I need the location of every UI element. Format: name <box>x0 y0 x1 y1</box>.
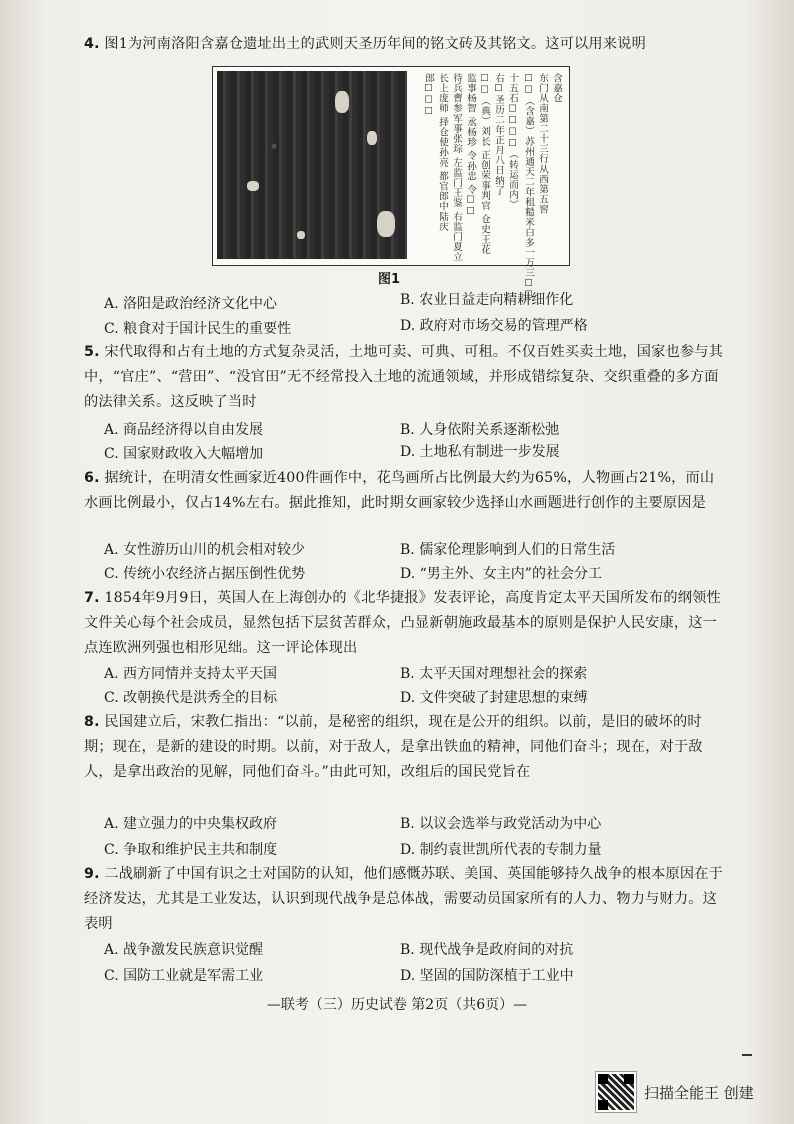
option-d[interactable]: D. 文件突破了封建思想的束缚 <box>400 690 588 706</box>
question-5 <box>84 340 724 415</box>
inscription-column: ☐☐（典）刘长 正创荣事判官 仓史王花 <box>479 73 490 255</box>
question-stem: 二战刷新了中国有识之士对国防的认知，他们感慨苏联、美国、英国能够持久战争的根本原因在于经济发达，尤其是工业发达，认识到现代战争是总体战，需要动员国家所有的人力、物力与财力。这表明 <box>84 866 724 932</box>
option-b[interactable]: B. 现代战争是政府间的对抗 <box>400 942 574 958</box>
inscription-column: 监事杨智 丞杨珍 令孙忠 令☐☐ <box>465 73 476 218</box>
question-8 <box>84 710 724 785</box>
option-b[interactable]: B. 太平天国对理想社会的探索 <box>400 666 588 682</box>
option-d[interactable]: D. 制约袁世凯所代表的专制力量 <box>400 842 602 858</box>
inscription-column: 东门从南第二十三行从西第五窖 <box>537 73 548 215</box>
question-6 <box>84 466 724 516</box>
option-d[interactable]: D. 政府对市场交易的管理严格 <box>400 318 588 334</box>
option-a[interactable]: A. 建立强力的中央集权政府 <box>104 816 278 832</box>
inscription-column: 右☐圣历二年正月八日纳了 <box>493 73 504 196</box>
question-7 <box>84 586 724 661</box>
inscription-column: ☐☐（含嘉）苏州通天二年租糙米白多一万三☐☐ <box>523 73 534 301</box>
question-number: 4. <box>84 36 100 52</box>
inscription-text <box>415 73 563 301</box>
option-a[interactable]: A. 女性游历山川的机会相对较少 <box>104 542 306 558</box>
option-d[interactable]: D. 土地私有制进一步发展 <box>400 444 560 460</box>
inscription-column: 含嘉仓 <box>551 73 562 104</box>
option-a[interactable]: A. 洛阳是政治经济文化中心 <box>104 296 278 312</box>
question-number: 6. <box>84 470 100 486</box>
scanner-watermark <box>596 1072 754 1112</box>
question-stem: 宋代取得和占有土地的方式复杂灵活，土地可卖、可典、可租。不仅百姓买卖土地，国家也参与其中，“官庄”、“营田”、“没官田”无不经常投入土地的流通领域，并形成错综复杂、交织重叠的多方面的法律关系。这反映了当时 <box>84 344 724 410</box>
question-stem: 据统计，在明清女性画家近400件画作中，花鸟画所占比例最大约为65%，人物画占21%，而山水画比例最小，仅占14%左右。据此推知，此时期女画家较少选择山水画题进行创作的主要原因是 <box>84 470 715 511</box>
option-b[interactable]: B. 农业日益走向精耕细作化 <box>400 292 574 308</box>
inscription-column: 待兵曹参军事张琮 左监门王鉴 右监门夏立 <box>451 73 462 262</box>
option-b[interactable]: B. 以议会选举与政党活动为中心 <box>400 816 602 832</box>
option-c[interactable]: C. 国防工业就是军需工业 <box>104 968 264 984</box>
inscription-column: 十五石☐☐☐☐（转运而内） <box>507 73 518 210</box>
question-stem: 1854年9月9日，英国人在上海创办的《北华捷报》发表评论，高度肯定太平天国所发布的纲领性文件关心每个社会成员，显然包括下层贫苦群众，凸显新朝施政最基本的原则是保护人民安康，这一点连欧洲列强也相形见绌。这一评论体现出 <box>84 590 721 656</box>
option-b[interactable]: B. 人身依附关系逐渐松弛 <box>400 422 560 438</box>
figure-caption: 图1 <box>378 272 401 287</box>
question-number: 8. <box>84 714 100 730</box>
inscription-brick-rubbing <box>217 71 407 259</box>
question-number: 9. <box>84 866 100 882</box>
inscription-column: 长上庞师 择仓使孙亮 都官郎中陆庆 <box>437 73 448 232</box>
option-d[interactable]: D. 坚固的国防深植于工业中 <box>400 968 574 984</box>
question-stem: 图1为河南洛阳含嘉仓遗址出土的武则天圣历年间的铭文砖及其铭文。这可以用来说明 <box>104 36 646 52</box>
question-4 <box>84 32 724 57</box>
option-b[interactable]: B. 儒家伦理影响到人们的日常生活 <box>400 542 616 558</box>
watermark-text: 扫描全能王 创建 <box>644 1083 754 1102</box>
option-c[interactable]: C. 改朝换代是洪秀全的目标 <box>104 690 278 706</box>
option-c[interactable]: C. 传统小农经济占据压倒性优势 <box>104 566 306 582</box>
inscription-column: 郎☐☐☐ <box>423 73 434 118</box>
option-a[interactable]: A. 西方同情并支持太平天国 <box>104 666 278 682</box>
question-stem: 民国建立后，宋教仁指出：“以前，是秘密的组织，现在是公开的组织。以前，是旧的破坏的时期；现在，是新的建设的时期。以前，对于敌人，是拿出铁血的精神，同他们奋斗；现在，对于敌人，是拿出政治的见解，同他们奋斗。”由此可知，改组后的国民党旨在 <box>84 714 703 780</box>
page-footer: —联考（三）历史试卷 第2页（共6页）— <box>266 997 528 1013</box>
option-a[interactable]: A. 战争激发民族意识觉醒 <box>104 942 264 958</box>
option-c[interactable]: C. 粮食对于国计民生的重要性 <box>104 321 292 337</box>
option-c[interactable]: C. 国家财政收入大幅增加 <box>104 446 264 462</box>
question-9 <box>84 862 724 937</box>
option-d[interactable]: D. “男主外、女主内”的社会分工 <box>400 566 602 582</box>
qr-code-icon <box>596 1072 636 1112</box>
stray-mark <box>742 1054 752 1056</box>
question-number: 7. <box>84 590 100 606</box>
option-a[interactable]: A. 商品经济得以自由发展 <box>104 422 264 438</box>
question-number: 5. <box>84 344 100 360</box>
option-c[interactable]: C. 争取和维护民主共和制度 <box>104 842 278 858</box>
